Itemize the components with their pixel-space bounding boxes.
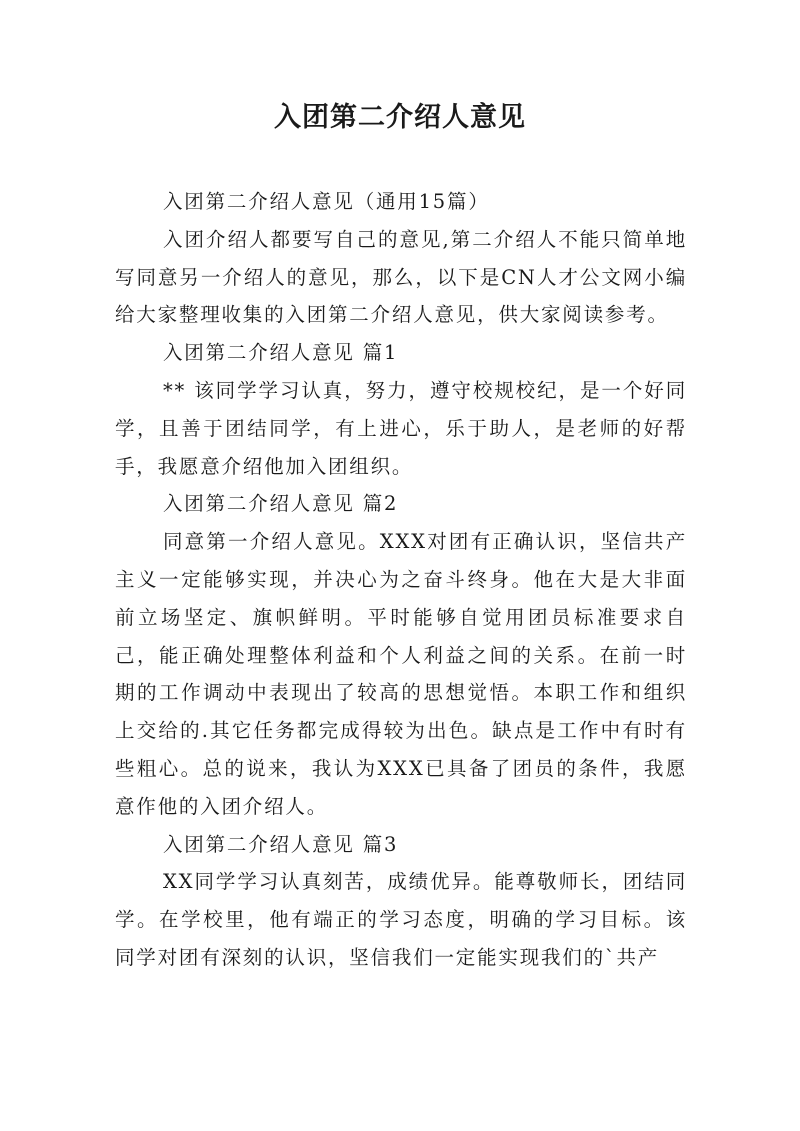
section-heading-2: 入团第二介绍人意见 篇2 — [163, 492, 399, 516]
section-text-3: XX同学学习认真刻苦，成绩优异。能尊敬师长，团结同学。在学校里，他有端正的学习态度，明确的学习目标。该同学对团有深刻的认识，坚信我们一定能实现我们的`共产 — [115, 870, 687, 969]
document-subtitle: 入团第二介绍人意见（通用15篇） — [163, 190, 490, 213]
section-text-1: ** 该同学学习认真，努力，遵守校规校纪，是一个好同学，且善于团结同学，有上进心，乐于助人，是老师的好帮手，我愿意介绍他加入团组织。 — [115, 378, 687, 478]
document-title: 入团第二介绍人意见 — [274, 102, 526, 133]
section-heading-3: 入团第二介绍人意见 篇3 — [163, 832, 399, 856]
section-heading-1: 入团第二介绍人意见 篇1 — [163, 341, 399, 365]
intro-paragraph: 入团介绍人都要写自己的意见,第二介绍人不能只简单地写同意另一介绍人的意见，那么，以下是CN人才公文网小编给大家整理收集的入团第二介绍人意见，供大家阅读参考。 — [115, 227, 687, 327]
document-body — [115, 183, 687, 977]
section-text-2: 同意第一介绍人意见。XXX对团有正确认识，坚信共产主义一定能够实现，并决心为之奋斗终身。他在大是大非面前立场坚定、旗帜鲜明。平时能够自觉用团员标准要求自己，能正确处理整体利益和个人利益之间的关系。在前一时期的工作调动中表现出了较高的思想觉悟。本职工作和组织上交给的.其它任务都完成得较为出色。缺点是工作中有时有些粗心。总的说来，我认为XXX已具备了团员的条件，我愿意作他的入团介绍人。 — [115, 530, 687, 818]
